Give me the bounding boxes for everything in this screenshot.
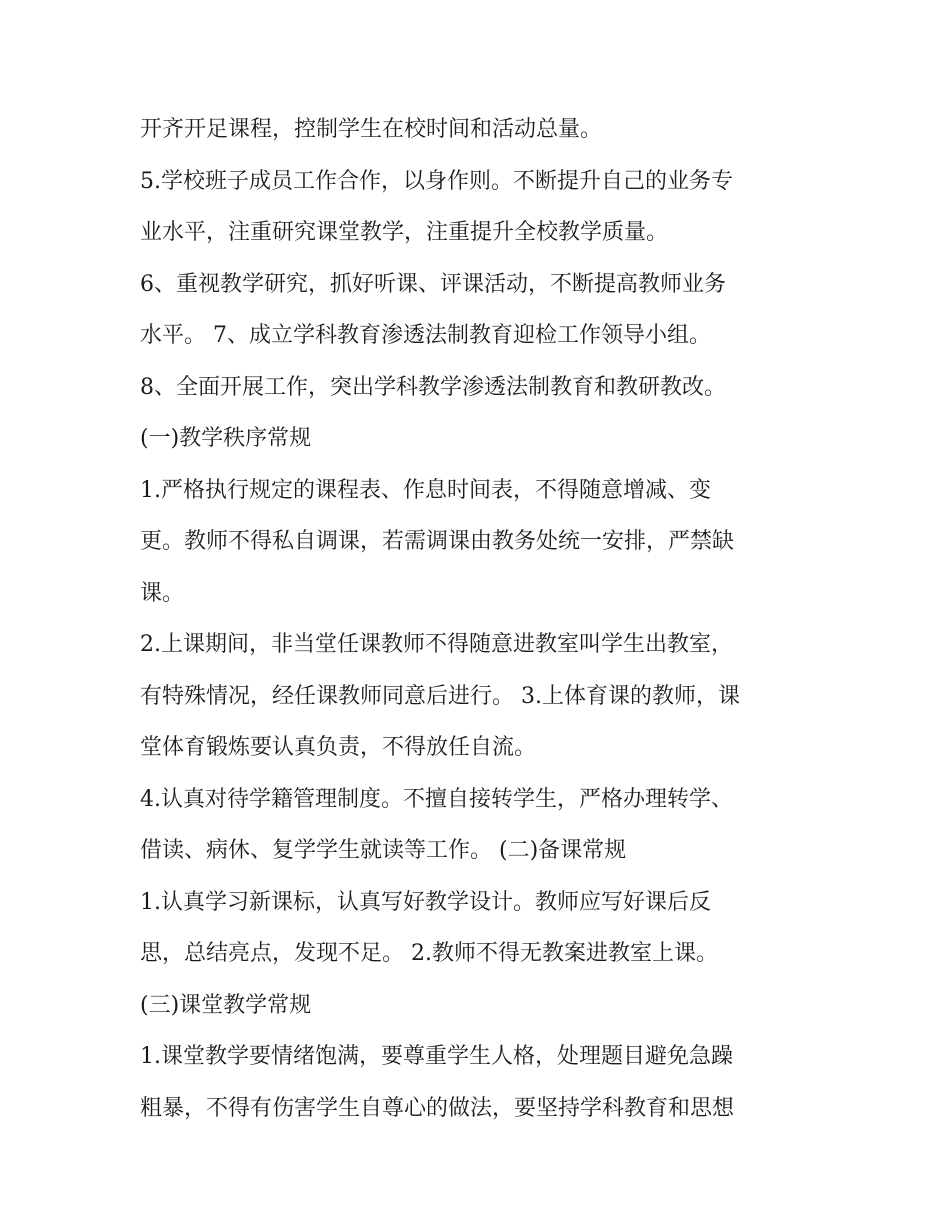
text-line: 粗暴，不得有伤害学生自尊心的做法，要坚持学科教育和思想 <box>140 1095 735 1121</box>
text-line: 1.课堂教学要情绪饱满，要尊重学生人格，处理题目避免急躁 <box>140 1044 733 1069</box>
text-line: 堂体育锻炼要认真负责，不得放任自流。 <box>140 735 537 760</box>
text-line: 6、重视教学研究，抓好听课、评课活动，不断提高教师业务 <box>140 271 726 297</box>
text-line: 更。教师不得私自调课，若需调课由教务处统一安排，严禁缺 <box>140 529 735 554</box>
text-line: 1.认真学习新课标，认真写好教学设计。教师应写好课后反 <box>140 889 711 915</box>
text-line: 水平。 7、成立学科教育渗透法制教育迎检工作领导小组。 <box>140 323 711 348</box>
text-line: 开齐开足课程，控制学生在校时间和活动总量。 <box>140 117 603 142</box>
text-line: 8、全面开展工作，突出学科教学渗透法制教育和教研教改。 <box>140 374 726 400</box>
text-line: 2.上课期间，非当堂任课教师不得随意进教室叫学生出教室， <box>140 632 733 657</box>
document-body <box>140 104 830 1134</box>
text-line: 业水平，注重研究课堂教学，注重提升全校教学质量。 <box>140 220 669 245</box>
text-line: 思，总结亮点，发现不足。 2.教师不得无教案进教室上课。 <box>140 941 718 966</box>
text-line: 有特殊情况，经任课教师同意后进行。 3.上体育课的教师，课 <box>140 683 740 709</box>
text-line: 4.认真对待学籍管理制度。不擅自接转学生，严格办理转学、 <box>140 786 733 812</box>
text-line: 课。 <box>140 580 185 606</box>
text-line: 5.学校班子成员工作合作，以身作则。不断提升自己的业务专 <box>140 168 733 194</box>
text-line: 借读、病休、复学学生就读等工作。 (二)备课常规 <box>140 838 627 863</box>
text-line: 1.严格执行规定的课程表、作息时间表，不得随意增减、变 <box>140 477 711 503</box>
section-heading: (一)教学秩序常规 <box>140 426 312 451</box>
section-heading: (三)课堂教学常规 <box>140 992 312 1018</box>
